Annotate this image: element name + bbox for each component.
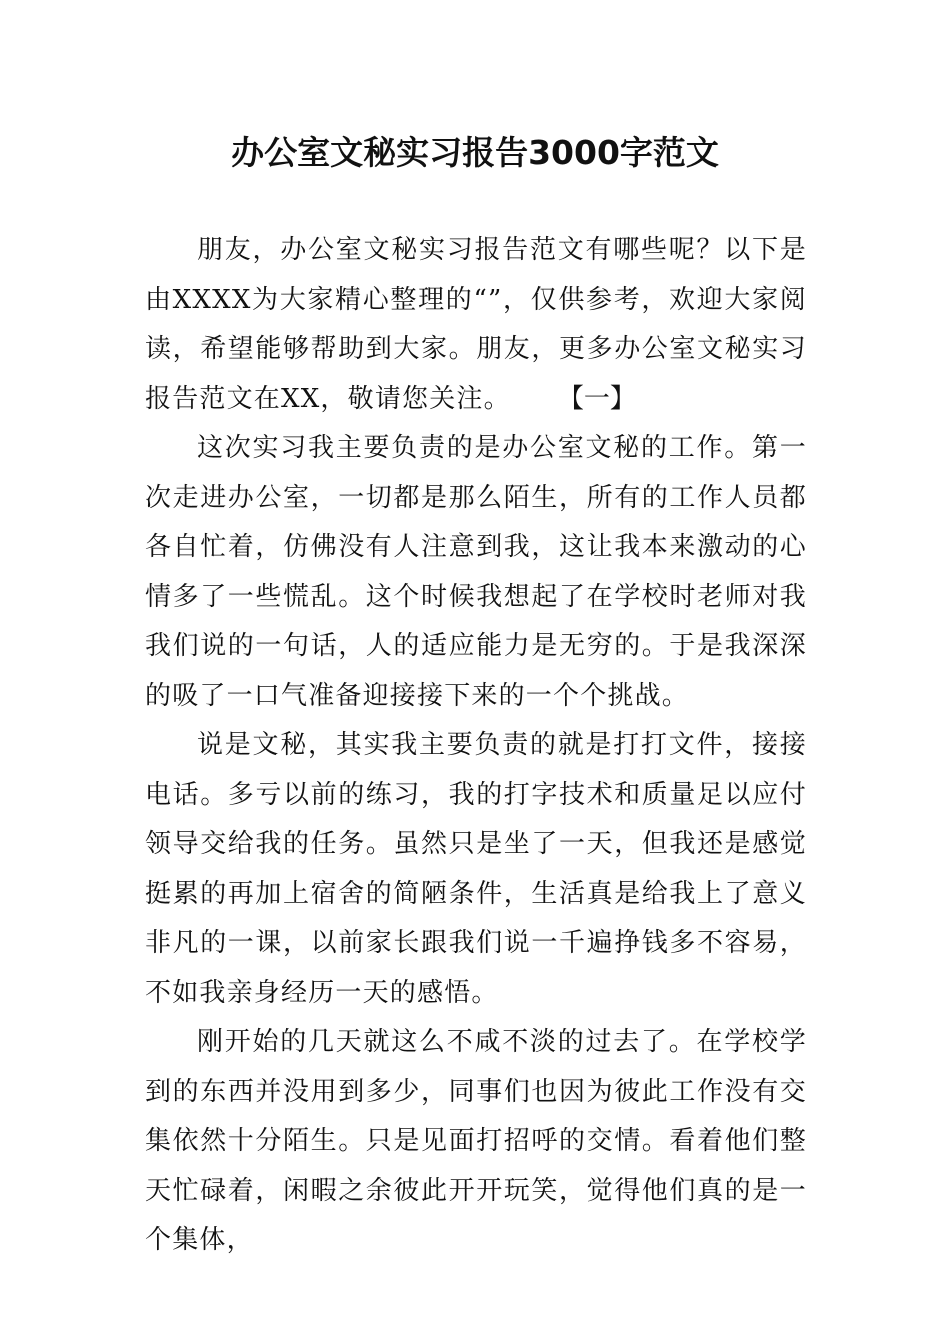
body-paragraph: 这次实习我主要负责的是办公室文秘的工作。第一次走进办公室，一切都是那么陌生，所有的工作人员都各自忙着，仿佛没有人注意到我，这让我本来激动的心情多了一些慌乱。这个时候我想起了在学校时老师对我我们说的一句话，人的适应能力是无穷的。于是我深深的吸了一口气准备迎接接下来的一个个挑战。 <box>145 433 807 711</box>
intro-text: 朋友，办公室文秘实习报告范文有哪些呢？以下是由XXXX为大家精心整理的“”，仅供参考，欢迎大家阅读，希望能够帮助到大家。朋友，更多办公室文秘实习报告范文在XX，敬请您关注。 <box>145 235 807 414</box>
document-body <box>145 226 807 1266</box>
section-marker: 【一】 <box>570 383 636 414</box>
intro-paragraph <box>145 226 807 424</box>
document-title: 办公室文秘实习报告3000字范文 <box>231 133 719 172</box>
body-paragraph: 说是文秘，其实我主要负责的就是打打文件，接接电话。多亏以前的练习，我的打字技术和质量足以应付领导交给我的任务。虽然只是坐了一天，但我还是感觉挺累的再加上宿舍的简陋条件，生活真是给我上了意义非凡的一课，以前家长跟我们说一千遍挣钱多不容易，不如我亲身经历一天的感悟。 <box>145 730 807 1008</box>
body-paragraph: 刚开始的几天就这么不咸不淡的过去了。在学校学到的东西并没用到多少，同事们也因为彼此工作没有交集依然十分陌生。只是见面打招呼的交情。看着他们整天忙碌着，闲暇之余彼此开开玩笑，觉得他们真的是一个集体， <box>145 1027 807 1255</box>
